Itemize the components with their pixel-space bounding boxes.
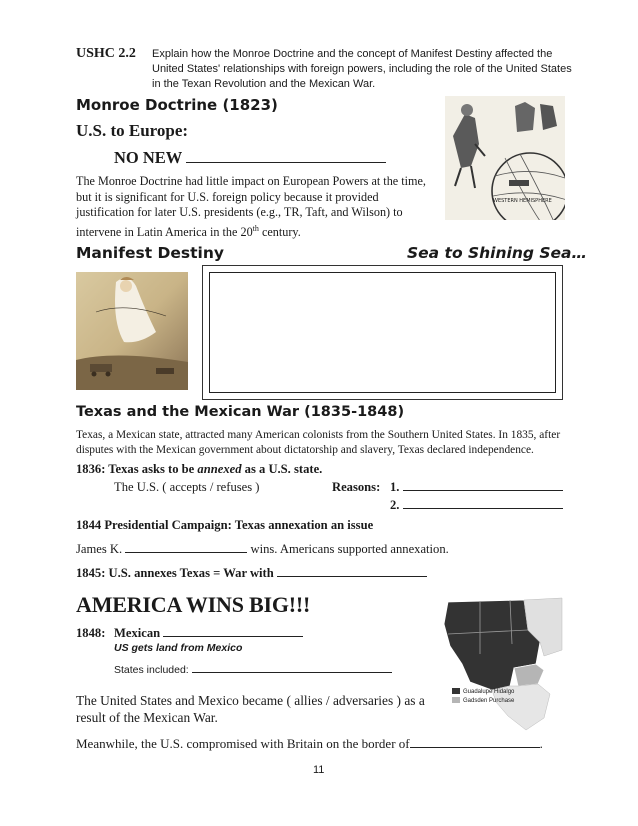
texas-paragraph: Texas, a Mexican state, attracted many American colonists from the Southern United States. In 1835, after disputes with the Mexican government about dictatorship and slavery, Texas declared independence.	[76, 429, 561, 456]
legend-item-2	[452, 697, 514, 706]
reason-1	[390, 480, 563, 495]
america-title: AMERICA WINS BIG!!!	[76, 592, 311, 617]
monroe-title: Monroe Doctrine (1823)	[76, 96, 278, 114]
standard-code: USHC 2.2	[76, 46, 136, 61]
map-legend	[452, 688, 514, 706]
monroe-cartoon-image	[445, 96, 565, 220]
texas-title: Texas and the Mexican War (1835-1848)	[76, 404, 405, 420]
james-pre: James K.	[76, 542, 123, 556]
response-box[interactable]	[202, 265, 563, 400]
line-1845	[76, 566, 427, 581]
monroe-subtitle: U.S. to Europe:	[76, 121, 189, 140]
page-number: 11	[313, 764, 325, 776]
reason-2-num: 2.	[390, 498, 400, 512]
war-blank[interactable]	[277, 575, 427, 577]
response-box-inner	[209, 272, 556, 393]
line-1836	[76, 462, 322, 477]
year-1848: 1848:	[76, 626, 106, 640]
american-progress-painting	[76, 272, 188, 390]
legend-label-1: Guadalupe Hidalgo	[463, 689, 515, 695]
mexican-label: Mexican	[114, 626, 161, 640]
james-line	[76, 542, 449, 557]
manifest-tagline: Sea to Shining Sea…	[407, 244, 588, 262]
annexed-word: annexed	[197, 462, 242, 476]
standard-text: Explain how the Monroe Doctrine and the concept of Manifest Destiny affected the United States' relationships with foreign powers, including the role of the United States in the Texan Revolution and the Mexican War.	[152, 48, 572, 90]
relation-text: The United States and Mexico became ( allies / adversaries ) as a result of the Mexican War.	[76, 693, 425, 725]
meanwhile-line: Meanwhile, the U.S. compromised with Britain on the border of .	[76, 736, 543, 751]
james-blank[interactable]	[125, 551, 247, 553]
monroe-paragraph-text: The Monroe Doctrine had little impact on European Powers at the time, but it is significant for U.S. foreign policy because it provided justification for later U.S. presidents (e.g., TR, Taft, and Wilson) to intervene in Latin America in the 20	[76, 174, 426, 239]
superscript-th: th	[252, 223, 259, 233]
legend-swatch-2	[452, 697, 460, 703]
no-new-label: NO NEW	[114, 148, 182, 167]
manifest-title: Manifest Destiny	[76, 244, 224, 262]
reason-2	[390, 498, 563, 513]
no-new-line	[114, 148, 386, 168]
monroe-paragraph	[76, 174, 436, 240]
campaign-1844: 1844 Presidential Campaign: Texas annexation an issue	[76, 518, 374, 532]
meanwhile-text: Meanwhile, the U.S. compromised with Britain on the border of	[76, 736, 410, 751]
states-blank[interactable]	[192, 671, 392, 673]
gets-land: US gets land from Mexico	[114, 642, 243, 654]
legend-swatch-1	[452, 688, 460, 694]
line-1836-pre: 1836: Texas asks to be	[76, 462, 198, 476]
reason-1-blank[interactable]	[403, 489, 563, 491]
james-post: wins. Americans supported annexation.	[250, 542, 449, 556]
line-1836-post: as a U.S. state.	[241, 462, 323, 476]
legend-label-2: Gadsden Purchase	[463, 698, 515, 704]
mexican-blank[interactable]	[163, 635, 303, 637]
legend-item-1	[452, 688, 514, 697]
border-blank[interactable]	[410, 746, 540, 748]
mexican-cession-map	[440, 594, 564, 736]
line-1845-text: 1845: U.S. annexes Texas = War with	[76, 566, 274, 580]
cartoon-label: WESTERN HEMISPHERE	[493, 198, 552, 204]
reason-1-num: 1.	[390, 480, 400, 494]
reasons-label: Reasons:	[332, 480, 381, 494]
reason-2-blank[interactable]	[403, 507, 563, 509]
monroe-paragraph-end: century.	[258, 224, 301, 239]
states-line	[114, 664, 392, 676]
states-label: States included:	[114, 664, 189, 676]
no-new-blank	[186, 161, 386, 163]
mexican-line	[114, 626, 303, 641]
us-choice: The U.S. ( accepts / refuses )	[114, 480, 260, 494]
